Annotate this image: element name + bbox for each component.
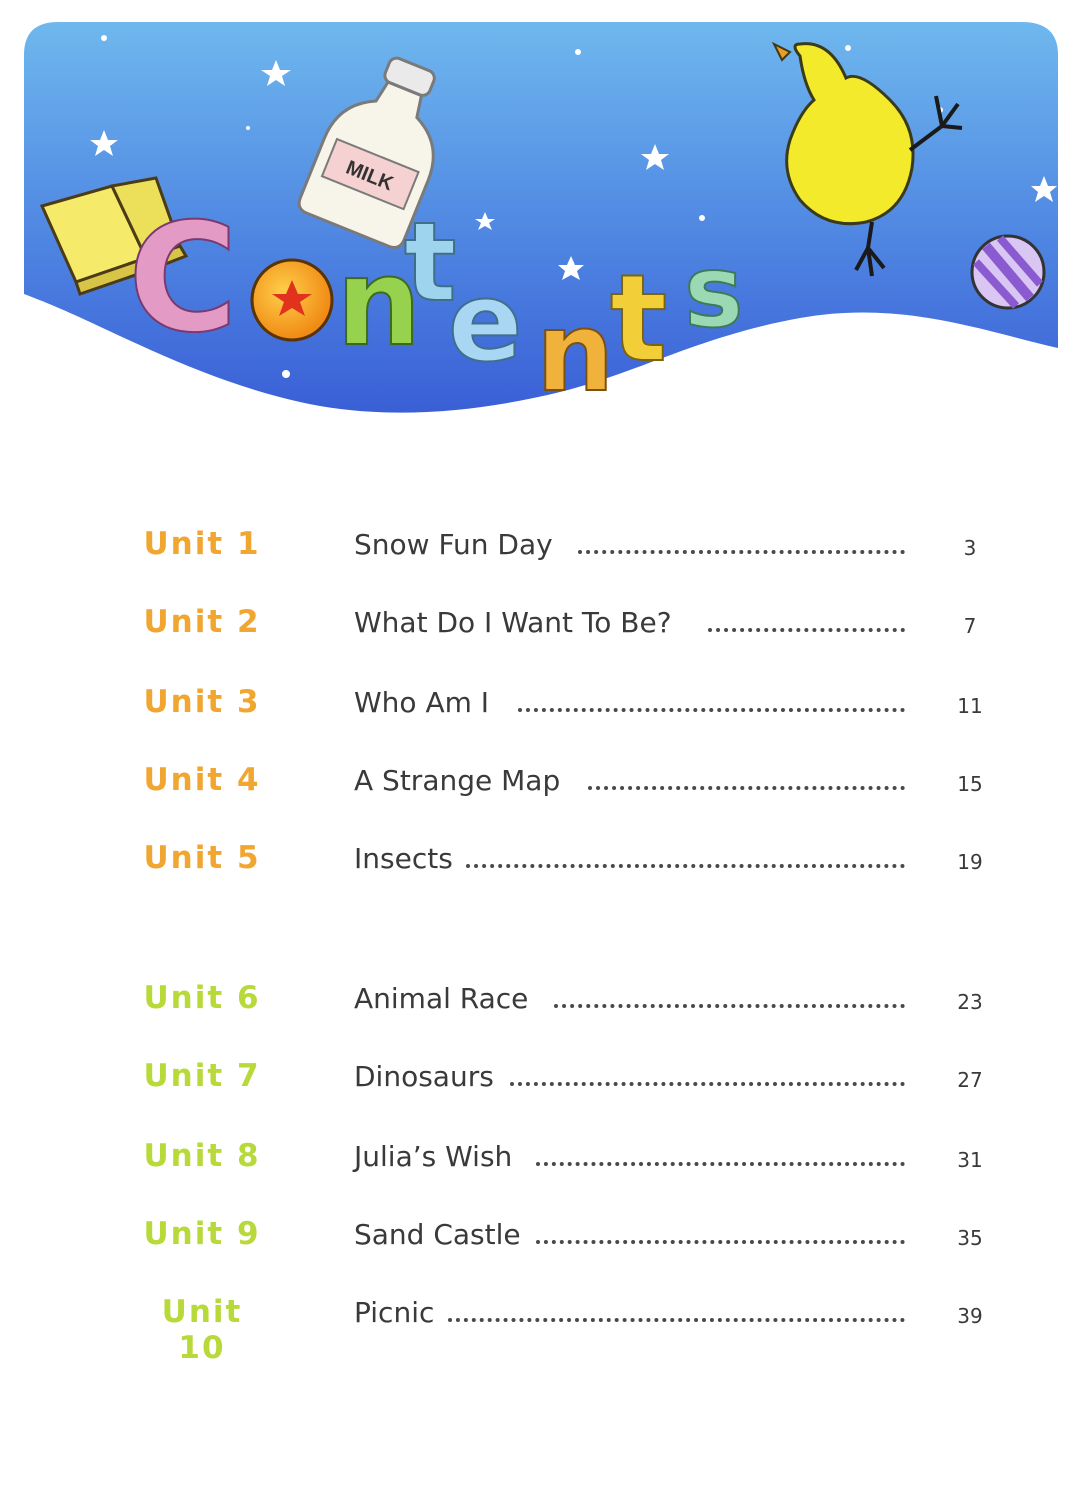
toc-row[interactable] bbox=[0, 522, 1080, 570]
unit-label: Unit 6 bbox=[143, 980, 261, 1016]
page-number: 7 bbox=[963, 614, 977, 638]
page-number: 31 bbox=[957, 1148, 983, 1172]
toc-row[interactable] bbox=[0, 1290, 1080, 1366]
svg-text:n: n bbox=[536, 288, 615, 416]
svg-text:t: t bbox=[610, 250, 668, 389]
toc-row[interactable] bbox=[0, 836, 1080, 884]
svg-text:e: e bbox=[448, 258, 523, 386]
unit-title: Animal Race bbox=[354, 982, 529, 1015]
unit-label: Unit 10 bbox=[161, 1294, 243, 1366]
ball-icon bbox=[252, 260, 332, 340]
unit-label: Unit 1 bbox=[143, 526, 261, 562]
dot-leader bbox=[466, 864, 905, 868]
unit-title: Snow Fun Day bbox=[354, 528, 553, 561]
striped-ball-icon bbox=[972, 236, 1044, 308]
svg-text:t: t bbox=[404, 198, 457, 326]
unit-title: Dinosaurs bbox=[354, 1060, 494, 1093]
dot-leader bbox=[536, 1240, 905, 1244]
toc-row[interactable] bbox=[0, 600, 1080, 648]
dot-leader bbox=[448, 1318, 905, 1322]
unit-title: Picnic bbox=[354, 1296, 435, 1329]
unit-title: A Strange Map bbox=[354, 764, 561, 797]
svg-text:C: C bbox=[128, 192, 239, 366]
unit-label: Unit 7 bbox=[143, 1058, 261, 1094]
page-number: 19 bbox=[957, 850, 983, 874]
toc-row[interactable] bbox=[0, 1054, 1080, 1102]
page-number: 39 bbox=[957, 1304, 983, 1328]
unit-label: Unit 8 bbox=[143, 1138, 261, 1174]
unit-label: Unit 4 bbox=[143, 762, 261, 798]
unit-label: Unit 3 bbox=[143, 684, 261, 720]
toc-row[interactable] bbox=[0, 758, 1080, 806]
page-number: 11 bbox=[957, 694, 983, 718]
dot-leader bbox=[518, 708, 905, 712]
toc-row[interactable] bbox=[0, 1212, 1080, 1260]
unit-title: Sand Castle bbox=[354, 1218, 521, 1251]
page-number: 15 bbox=[957, 772, 983, 796]
toc-row[interactable] bbox=[0, 680, 1080, 728]
dot-leader bbox=[536, 1162, 905, 1166]
svg-text:MILK: MILK bbox=[342, 156, 397, 196]
page-number: 35 bbox=[957, 1226, 983, 1250]
dot-leader bbox=[510, 1082, 905, 1086]
dot-leader bbox=[588, 786, 905, 790]
toc-row[interactable] bbox=[0, 1134, 1080, 1182]
svg-text:n: n bbox=[336, 234, 422, 373]
page-number: 23 bbox=[957, 990, 983, 1014]
unit-title: Who Am I bbox=[354, 686, 490, 719]
unit-label: Unit 2 bbox=[143, 604, 261, 640]
toc-row[interactable] bbox=[0, 976, 1080, 1024]
unit-title: Julia’s Wish bbox=[354, 1140, 513, 1173]
unit-label: Unit 9 bbox=[143, 1216, 261, 1252]
dot-leader bbox=[554, 1004, 905, 1008]
page-number: 3 bbox=[963, 536, 977, 560]
unit-title: What Do I Want To Be? bbox=[354, 606, 672, 639]
svg-text:s: s bbox=[684, 233, 744, 350]
unit-label: Unit 5 bbox=[143, 840, 261, 876]
contents-banner bbox=[0, 0, 1080, 430]
unit-title: Insects bbox=[354, 842, 453, 875]
dot-leader bbox=[708, 628, 905, 632]
page-number: 27 bbox=[957, 1068, 983, 1092]
dot-leader bbox=[578, 550, 905, 554]
